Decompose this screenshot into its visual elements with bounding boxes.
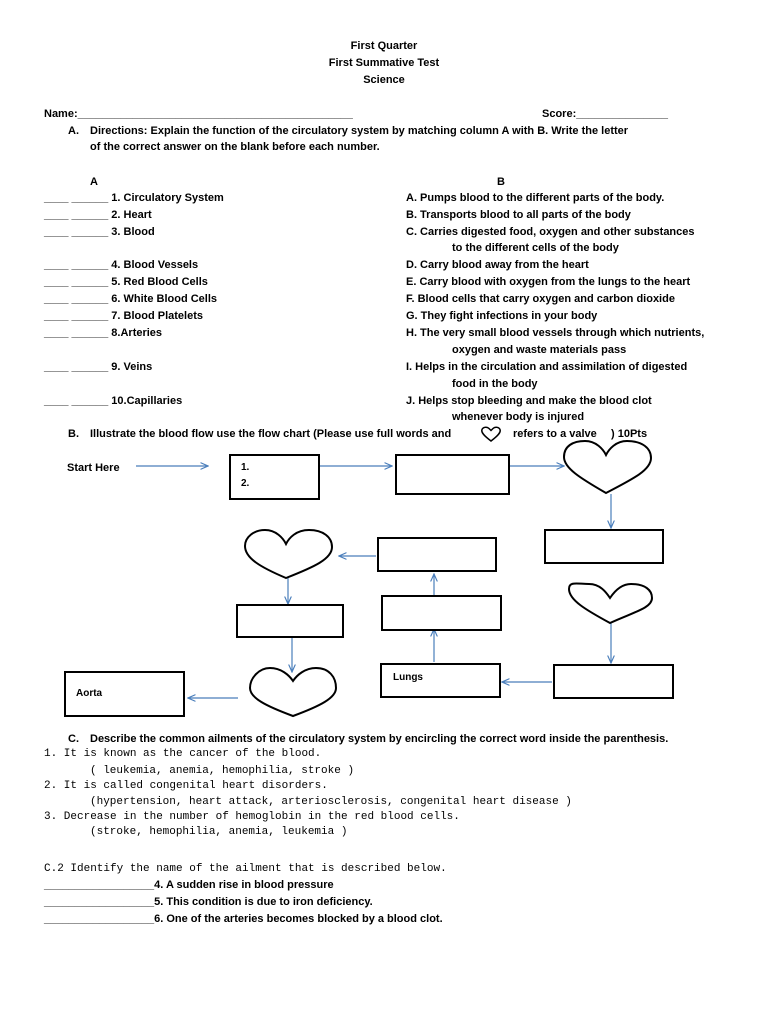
heart-icon <box>564 441 651 493</box>
flow-box-start[interactable] <box>229 454 320 500</box>
matching-item-a[interactable]: ____ ______ 5. Red Blood Cells <box>44 276 208 288</box>
matching-item-a[interactable]: ____ ______ 10.Capillaries <box>44 395 183 407</box>
flow-box[interactable] <box>236 604 344 638</box>
name-field[interactable]: Name:_____________________________________________ <box>44 108 353 120</box>
matching-item-b-cont: food in the body <box>452 378 538 390</box>
section-b-valve-note: refers to a valve <box>513 428 597 440</box>
question-3: 3. Decrease in the number of hemoglobin in the red blood cells. <box>44 811 460 823</box>
section-c-letter: C. <box>68 733 79 745</box>
matching-item-b: C. Carries digested food, oxygen and other substances <box>406 226 695 238</box>
c2-item[interactable]: __________________4. A sudden rise in blood pressure <box>44 879 334 891</box>
question-2: 2. It is called congenital heart disorders. <box>44 780 328 792</box>
header-quarter: First Quarter <box>350 40 418 52</box>
question-2-options[interactable]: (hypertension, heart attack, arteriosclerosis, congenital heart disease ) <box>90 796 572 808</box>
matching-item-b: J. Helps stop bleeding and make the blood clot <box>406 395 652 407</box>
matching-item-b: D. Carry blood away from the heart <box>406 259 589 271</box>
aorta-label: Aorta <box>76 688 103 699</box>
matching-item-b: E. Carry blood with oxygen from the lungs to the heart <box>406 276 691 288</box>
matching-item-b: B. Transports blood to all parts of the body <box>406 209 631 221</box>
section-c-instructions: Describe the common ailments of the circulatory system by encircling the correct word inside the parenthesis. <box>90 733 669 745</box>
column-b-heading: B <box>497 176 505 188</box>
matching-item-b-cont: oxygen and waste materials pass <box>452 344 627 356</box>
question-1: 1. It is known as the cancer of the blood. <box>44 748 322 760</box>
section-b-instructions: Illustrate the blood flow use the flow chart (Please use full words and <box>90 428 452 440</box>
matching-item-b-cont: to the different cells of the body <box>452 242 619 254</box>
section-a-directions: Directions: Explain the function of the circulatory system by matching column A with B. Write the letter <box>90 125 629 137</box>
matching-item-b: A. Pumps blood to the different parts of the body. <box>406 192 665 204</box>
section-b-letter: B. <box>68 428 79 440</box>
flow-box-line-1: 1. <box>241 462 250 473</box>
section-a-letter: A. <box>68 125 79 137</box>
matching-item-b-cont: whenever body is injured <box>452 411 585 423</box>
question-3-options[interactable]: (stroke, hemophilia, anemia, leukemia ) <box>90 826 348 838</box>
matching-item-a[interactable]: ____ ______ 6. White Blood Cells <box>44 293 218 305</box>
matching-item-a[interactable]: ____ ______ 3. Blood <box>44 226 155 238</box>
heart-icon <box>245 530 332 578</box>
matching-item-a[interactable]: ____ ______ 1. Circulatory System <box>44 192 224 204</box>
flow-box[interactable] <box>377 537 497 572</box>
start-here-label: Start Here <box>67 462 120 474</box>
heart-icon <box>569 583 652 623</box>
header-subject: Science <box>363 74 405 86</box>
matching-item-b: I. Helps in the circulation and assimilation of digested <box>406 361 688 373</box>
matching-item-b: H. The very small blood vessels through which nutrients, <box>406 327 705 339</box>
header-test-title: First Summative Test <box>328 57 440 69</box>
lungs-label: Lungs <box>393 672 423 683</box>
section-c2-title: C.2 Identify the name of the ailment that is described below. <box>44 863 447 875</box>
matching-item-a[interactable]: ____ ______ 9. Veins <box>44 361 153 373</box>
heart-icon <box>250 668 336 716</box>
flow-box[interactable] <box>381 595 502 631</box>
matching-item-a[interactable]: ____ ______ 7. Blood Platelets <box>44 310 203 322</box>
matching-item-a[interactable]: ____ ______ 4. Blood Vessels <box>44 259 199 271</box>
column-a-heading: A <box>90 176 98 188</box>
flow-box[interactable] <box>553 664 674 699</box>
flow-box-lungs[interactable] <box>380 663 501 698</box>
flow-box[interactable] <box>544 529 664 564</box>
c2-item[interactable]: __________________5. This condition is due to iron deficiency. <box>44 896 373 908</box>
c2-item[interactable]: __________________6. One of the arteries becomes blocked by a blood clot. <box>44 913 443 925</box>
flow-box-aorta[interactable] <box>64 671 185 717</box>
section-b-points: ) 10Pts <box>611 428 648 440</box>
question-1-options[interactable]: ( leukemia, anemia, hemophilia, stroke ) <box>90 765 355 777</box>
flow-box-line-2: 2. <box>241 478 250 489</box>
flow-box[interactable] <box>395 454 510 495</box>
matching-item-a[interactable]: ____ ______ 2. Heart <box>44 209 152 221</box>
matching-item-b: G. They fight infections in your body <box>406 310 598 322</box>
score-field[interactable]: Score:_______________ <box>542 108 669 120</box>
section-a-directions-cont: of the correct answer on the blank before each number. <box>90 141 380 153</box>
matching-item-b: F. Blood cells that carry oxygen and carbon dioxide <box>406 293 675 305</box>
matching-item-a[interactable]: ____ ______ 8.Arteries <box>44 327 163 339</box>
